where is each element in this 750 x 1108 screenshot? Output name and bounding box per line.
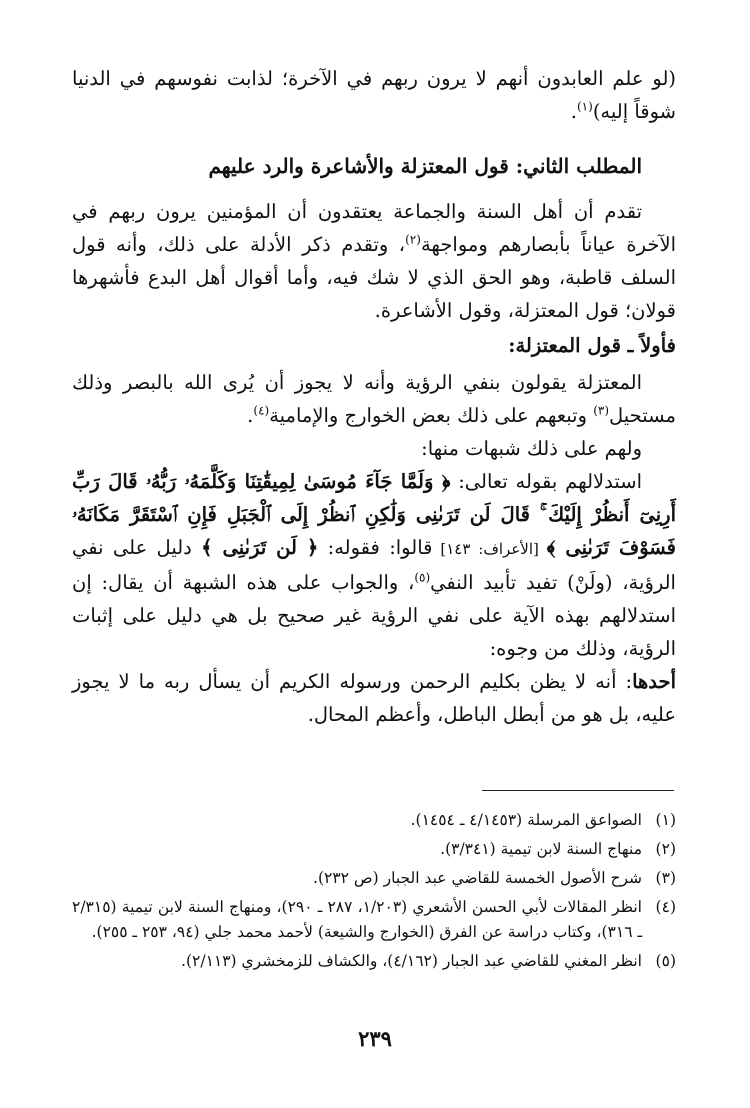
main-text — [72, 62, 676, 731]
paragraph-evidence: استدلالهم بقوله تعالى: ﴿ وَلَمَّا جَآءَ مُوسَىٰ لِمِيقَٰتِنَا وَكَلَّمَهُۥ رَبُّهُۥ قَالَ رَبِّ أَرِنِىٓ أَنظُرْ إِلَيْكَ ۚ قَالَ لَن تَرَىٰنِى وَلَٰكِنِ ٱنظُرْ إِلَى ٱلْجَبَلِ فَإِنِ ٱسْتَقَرَّ مَكَانَهُۥ فَسَوْفَ تَرَىٰنِى ﴾ [الأعراف: ١٤٣] قالوا: فقوله: ﴿ لَن تَرَىٰنِى ﴾ دليل على نفي الرؤية، (ولَنْ) تفيد تأبيد النفي$^{(٥)}$، والجواب على هذه الشبهة أن يقال: إن استدلالهم بهذه الآية على نفي الرؤية غير صحيح بل هي دليل على إثبات الرؤية، وذلك من وجوه: — [72, 470, 676, 660]
quran-verse: ﴿ وَلَمَّا جَآءَ مُوسَىٰ لِمِيقَٰتِنَا وَكَلَّمَهُۥ رَبُّهُۥ قَالَ رَبِّ أَرِنِىٓ أَنظُرْ إِلَيْكَ ۚ قَالَ لَن تَرَىٰنِى وَلَٰكِنِ ٱنظُرْ إِلَى ٱلْجَبَلِ فَإِنِ ٱسْتَقَرَّ مَكَانَهُۥ فَسَوْفَ تَرَىٰنِى ﴾ — [72, 470, 676, 559]
quran-excerpt: ﴿ لَن تَرَىٰنِى ﴾ — [201, 536, 319, 559]
footnote-text: شرح الأصول الخمسة للقاضي عبد الجبار (ص ٢٣٢). — [313, 869, 642, 887]
footnote-item — [72, 866, 676, 891]
footnote-item — [72, 895, 676, 945]
footnote-ref: (٢) — [405, 232, 421, 247]
footnote-number: (٣) — [655, 869, 676, 887]
paragraph-mutazila: المعتزلة يقولون بنفي الرؤية وأنه لا يجوز أن يُرى الله بالبصر وذلك مستحيل$^{(٣)}$ وتبعهم على ذلك بعض الخوارج والإمامية$^{(٤)}$. — [72, 371, 676, 427]
footnote-text: انظر المقالات لأبي الحسن الأشعري (١/٢٠٣، ٢٨٧ ـ ٢٩٠)، ومنهاج السنة لابن تيمية (٢/٣١٥ ـ ٣١٦)، وكتاب دراسة عن الفرق (الخوارج والشيعة) لأحمد محمد جلي (٩٤، ٢٥٣ ـ ٢٥٥). — [72, 898, 642, 941]
footnote-number: (٤) — [655, 898, 676, 916]
subsection-heading: فأولاً ـ قول المعتزلة: — [508, 334, 676, 357]
page-number: ٢٣٩ — [358, 1026, 392, 1051]
footnote-ref: (٥) — [414, 570, 431, 585]
footnote-number: (١) — [655, 811, 676, 829]
footnote-item — [72, 808, 676, 833]
footnote-number: (٢) — [655, 840, 676, 858]
footnote-text: الصواعق المرسلة (٤/١٤٥٣ ـ ١٤٥٤). — [410, 811, 642, 829]
verse-reference: [الأعراف: ١٤٣] — [432, 540, 547, 558]
footnote-divider — [482, 790, 674, 791]
footnotes — [72, 808, 676, 978]
footnote-text: انظر المغني للقاضي عبد الجبار (٤/١٦٢)، والكشاف للزمخشري (٢/١١٣). — [181, 952, 642, 970]
footnote-item — [72, 949, 676, 974]
paragraph-first-point: أحدها: أنه لا يظن بكليم الرحمن ورسوله الكريم أن يسأل ربه ما لا يجوز عليه، بل هو من أبطل الباطل، وأعظم المحال. — [72, 670, 676, 726]
paragraph-shubuhat: ولهم على ذلك شبهات منها: — [421, 437, 642, 460]
quote-paragraph: (لو علم العابدون أنهم لا يرون ربهم في الآخرة؛ لذابت نفوسهم في الدنيا شوقاً إليه)$^{(١)}$. — [72, 67, 676, 123]
footnote-ref: (١) — [576, 99, 593, 114]
point-label: أحدها — [632, 670, 676, 693]
footnote-ref: (٣) — [593, 403, 610, 418]
footnote-text: منهاج السنة لابن تيمية (٣/٣٤١). — [440, 840, 642, 858]
footnote-ref: (٤) — [253, 403, 270, 418]
section-heading: المطلب الثاني: قول المعتزلة والأشاعرة والرد عليهم — [208, 154, 642, 178]
footnote-item — [72, 837, 676, 862]
footnote-number: (٥) — [655, 952, 676, 970]
paragraph-intro: تقدم أن أهل السنة والجماعة يعتقدون أن المؤمنين يرون ربهم في الآخرة عياناً بأبصارهم ومواجهة$^{(٢)}$، وتقدم ذكر الأدلة على ذلك، وأنه قول السلف قاطبة، وهو الحق الذي لا شك فيه، وأما أقوال أهل البدع فأشهرها قولان؛ قول المعتزلة، وقول الأشاعرة. — [72, 200, 676, 322]
